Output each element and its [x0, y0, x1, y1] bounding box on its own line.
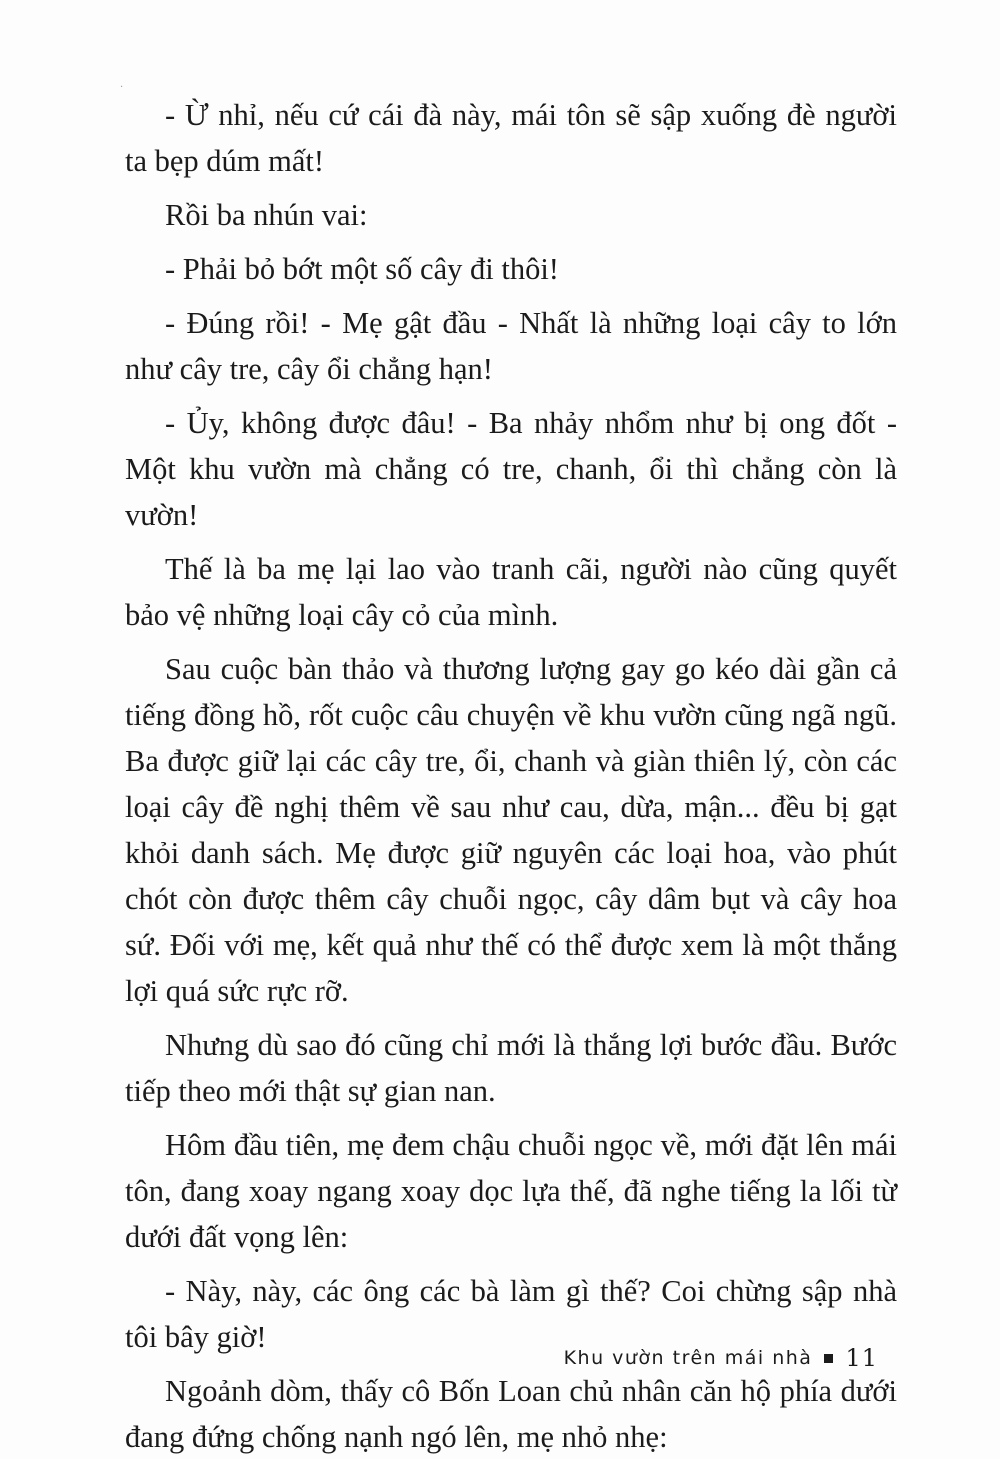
- paragraph-10: - Này, này, các ông các bà làm gì thế? Coi chừng sập nhà tôi bây giờ!: [125, 1274, 897, 1354]
- body-text: [125, 92, 897, 1460]
- paragraph-8: Nhưng dù sao đó cũng chỉ mới là thắng lợi bước đầu. Bước tiếp theo mới thật sự gian nan.: [125, 1028, 897, 1108]
- paragraph-1: - Ừ nhỉ, nếu cứ cái đà này, mái tôn sẽ sập xuống đè người ta bẹp dúm mất!: [125, 98, 897, 178]
- paragraph-3: - Phải bỏ bớt một số cây đi thôi!: [165, 252, 559, 286]
- paragraph-6: Thế là ba mẹ lại lao vào tranh cãi, người nào cũng quyết bảo vệ những loại cây cỏ của mình.: [125, 552, 897, 632]
- paragraph-4: - Đúng rồi! - Mẹ gật đầu - Nhất là những loại cây to lớn như cây tre, cây ổi chẳng hạn!: [125, 306, 897, 386]
- running-title: Khu vườn trên mái nhà: [563, 1347, 813, 1369]
- paragraph-2: Rồi ba nhún vai:: [165, 198, 368, 232]
- page-footer: [564, 1338, 878, 1378]
- paragraph-5: - Ủy, không được đâu! - Ba nhảy nhổm như bị ong đốt - Một khu vườn mà chẳng có tre, chanh, ổi thì chẳng còn là vườn!: [125, 406, 897, 532]
- paragraph-9: Hôm đầu tiên, mẹ đem chậu chuỗi ngọc về, mới đặt lên mái tôn, đang xoay ngang xoay dọc lựa thế, đã nghe tiếng la lối từ dưới đất vọng lên:: [125, 1128, 897, 1254]
- square-bullet-icon: [824, 1354, 833, 1363]
- paragraph-7: Sau cuộc bàn thảo và thương lượng gay go kéo dài gần cả tiếng đồng hồ, rốt cuộc câu chuyện về khu vườn cũng ngã ngũ. Ba được giữ lại các cây tre, ổi, chanh và giàn thiên lý, còn các loại cây đề nghị thêm về sau như cau, dừa, mận... đều bị gạt khỏi danh sách. Mẹ được giữ nguyên các loại hoa, vào phút chót còn được thêm cây chuỗi ngọc, cây dâm bụt và cây hoa sứ. Đối với mẹ, kết quả như thế có thể được xem là một thắng lợi quá sức rực rỡ.: [125, 652, 897, 1008]
- scan-speck: ·: [120, 82, 124, 93]
- paragraph-11: Ngoảnh dòm, thấy cô Bốn Loan chủ nhân căn hộ phía dưới đang đứng chống nạnh ngó lên, mẹ nhỏ nhẹ:: [125, 1374, 897, 1454]
- page-number: 11: [845, 1344, 878, 1372]
